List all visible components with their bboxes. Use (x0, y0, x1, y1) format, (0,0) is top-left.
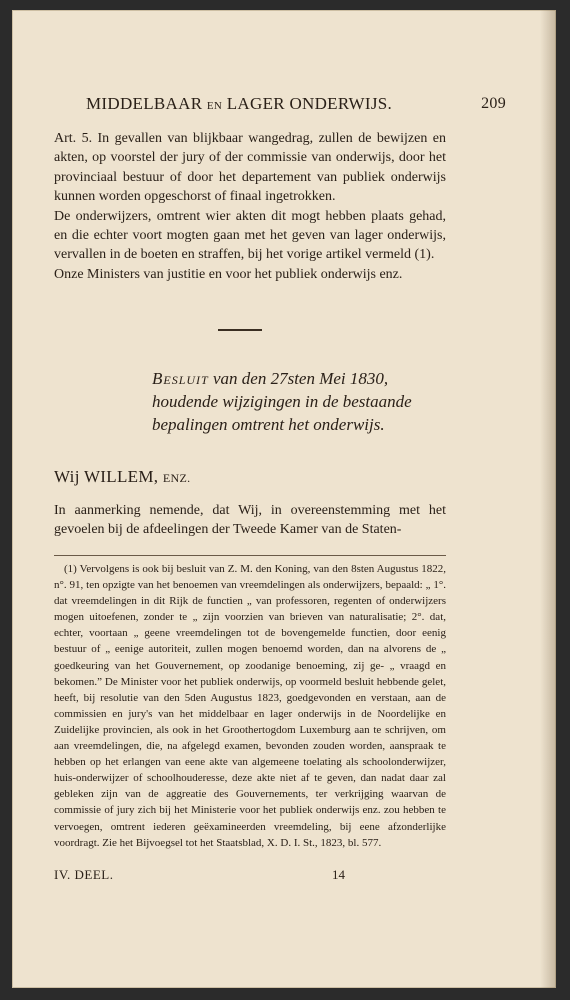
wij-enz: ENZ. (162, 471, 191, 485)
decree-heading (152, 367, 452, 436)
running-title-part2: LAGER ONDERWIJS. (226, 94, 393, 113)
main-paragraph: In aanmerking nemende, dat Wij, in overeenstemming met het gevoelen bij de afdeelingen der Tweede Kamer van de Staten- (54, 503, 446, 538)
decree-rest: van den 27sten Mei 1830, houdende wijzigingen in de bestaande bepalingen omtrent het onderwijs. (152, 369, 412, 434)
page-number: 209 (481, 95, 506, 112)
running-head (86, 94, 506, 114)
main-text (54, 501, 446, 540)
volume-mark: IV. DEEL. (54, 867, 114, 882)
section-divider (218, 329, 262, 331)
wij-willem-heading (54, 467, 190, 487)
sheet-number: 14 (332, 867, 345, 882)
signature-line (54, 867, 446, 883)
footnote-rule (54, 555, 446, 556)
article-paragraph: Art. 5. In gevallen van blijkbaar wangedrag, zullen de bewijzen en akten, op voorstel der jury of der commissie van onderwijs, door het provinciaal bestuur of door het departement van publiek onderwijs kunnen worden opgeschorst of finaal ingetrokken. (54, 131, 446, 205)
running-title (86, 94, 392, 113)
paragraph-3: Onze Ministers van justitie en voor het publiek onderwijs enz. (54, 266, 403, 282)
wij-name: Wij WILLEM, (54, 467, 159, 486)
book-page (12, 10, 556, 988)
article-block (54, 129, 446, 284)
footnote-text: (1) Vervolgens is ook bij besluit van Z. M. den Koning, van den 8sten Augustus 1822, n°. 91, ten opzigte van het benoemen van vreemdelingen als onderwijzers, bepaald: „ 1°. dat vreemdelingen in dit Rijk de functien „ van professoren, regenten of onderwijzers mogen uitoefenen, zonder te „ zijn voorzien van brieven van naturalisatie; 2°. dat, echter, voortaan „ geene vreemdelingen tot de bovengemelde functien, door eenig bestuur of „ eenige autoriteit, zullen mogen benoemd worden, dan na alvorens de „ goedkeuring van het Gouvernement, op zoodanige benoeming, zij ge- „ vraagd en bekomen.” De Minister voor het publiek onderwijs, op voormeld besluit hebbende gelet, heeft, bij resolutie van den 5den Augustus 1823, goedgevonden en verstaan, aan de commissien en jury's van het middelbaar en lager onderwijs in de Noordelijke en Zuidelijke provincien, als ook in het Groothertogdom Luxemburg aan te schrijven, om aan vreemdelingen, die, na afgelegd examen, bevonden zouden worden, aanspraak te hebben op het erlangen van eene akte van algemeene toelating als schoolonderwijzer, huis-onderwijzer of schoolhouderesse, deze akte niet af te geven, dan nadat daar zal gebleken zijn van de aggreatie des Gouvernements, ter verkrijging waarvan de commissie of jury zich bij het Ministerie voor het publiek onderwijs enz. zou hebben te vervoegen, omtrent iederen geëxamineerden vreemdeling, bij eene afzonderlijke voordragt. Zie het Bijvoegsel tot het Staatsblad, X. D. I. St., 1823, bl. 577. (54, 563, 446, 849)
footnote (54, 561, 446, 851)
paragraph-2: De onderwijzers, omtrent wier akten dit mogt hebben plaats gehad, en die echter voort mogten gaan met het geven van lager onderwijs, vervallen in de boeten en straffen, bij het vorige artikel vermeld (1). (54, 208, 446, 263)
running-title-en: EN (206, 100, 223, 112)
decree-lead: Besluit (152, 369, 209, 388)
running-title-part1: MIDDELBAAR (86, 94, 203, 113)
